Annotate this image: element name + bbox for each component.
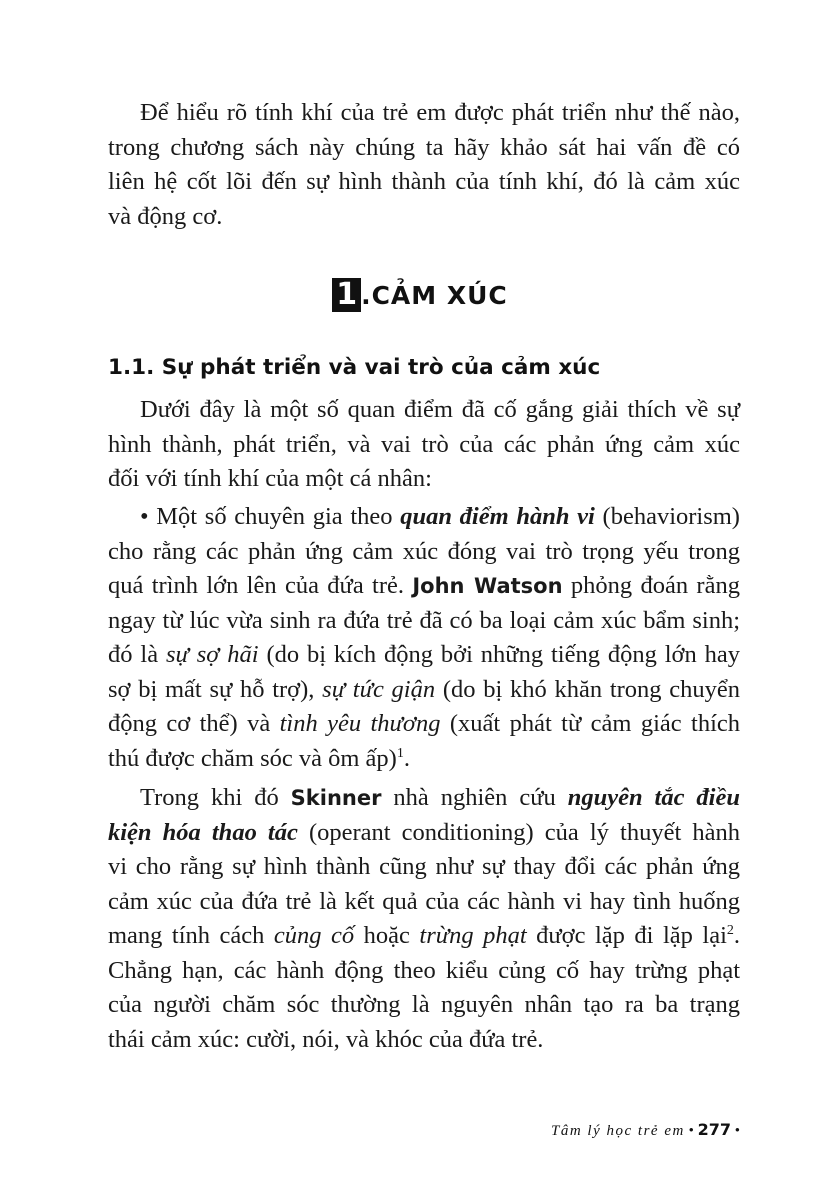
emphasis-term: quan điểm hành vi — [400, 503, 595, 530]
person-name: John Watson — [412, 574, 563, 598]
text-line: cảm xúc của đứa trẻ là kết quả của các hành vi hay tình huống — [108, 887, 740, 915]
text-run: Trong khi đó — [140, 784, 291, 811]
italic-term: trừng phạt — [419, 922, 527, 949]
text-line — [108, 673, 740, 708]
text-run: (behaviorism) — [594, 503, 740, 530]
text-run: mang tính cách — [108, 922, 274, 949]
paragraph-1 — [108, 393, 740, 497]
text-line — [108, 569, 740, 604]
text-line — [108, 707, 740, 742]
bullet-paragraph — [108, 500, 740, 776]
intro-paragraph — [108, 96, 740, 234]
subsection-heading: 1.1. Sự phát triển và vai trò của cảm xúc — [108, 355, 601, 380]
text-line: Chẳng hạn, các hành động theo kiểu củng cố hay trừng phạt — [108, 956, 740, 984]
running-title: Tâm lý học trẻ em — [551, 1123, 685, 1139]
intro-line: Để hiểu rõ tính khí của trẻ em được phát triển như thế nào, — [140, 99, 740, 126]
text-line — [108, 816, 740, 851]
section-title-dot: . — [361, 280, 372, 310]
text-line — [108, 500, 740, 535]
section-number: 1 — [332, 278, 361, 312]
intro-line: và động cơ. — [108, 202, 223, 230]
emphasis-term: kiện hóa thao tác — [108, 818, 298, 846]
text-run: nhà nghiên cứu — [381, 784, 568, 811]
text-run: hoặc — [354, 922, 420, 949]
page-number: 277 — [697, 1120, 731, 1139]
italic-term: sự sợ hãi — [165, 641, 259, 668]
text-line: hình thành, phát triển, và vai trò của các phản ứng cảm xúc — [108, 430, 740, 458]
footer-bullet: • — [734, 1123, 740, 1139]
text-line: của người chăm sóc thường là nguyên nhân tạo ra ba trạng — [108, 991, 740, 1018]
text-run: quá trình lớn lên của đứa trẻ. — [108, 572, 413, 599]
footnote-ref: 1 — [396, 745, 404, 761]
paragraph-3 — [108, 781, 740, 1057]
footnote-ref: 2 — [726, 922, 734, 938]
text-line: ngay từ lúc vừa sinh ra đứa trẻ đã có ba loại cảm xúc bẩm sinh; — [108, 606, 740, 634]
page-footer — [551, 1120, 740, 1140]
text-run: động cơ thể) và — [108, 710, 280, 737]
text-line: cho rằng các phản ứng cảm xúc đóng vai trò trọng yếu trong — [108, 537, 740, 565]
italic-term: sự tức giận — [322, 675, 436, 703]
person-name: Skinner — [290, 786, 382, 810]
text-run: đó là — [108, 641, 166, 668]
text-run: • Một số chuyên gia theo — [140, 503, 401, 530]
text-run: (do bị khó khăn trong chuyển — [435, 675, 741, 703]
emphasis-term: nguyên tắc điều — [567, 784, 740, 811]
text-run: sợ bị mất sự hỗ trợ), — [108, 675, 323, 703]
footer-bullet: • — [688, 1123, 694, 1139]
text-line: vi cho rằng sự hình thành cũng như sự thay đổi các phản ứng — [108, 853, 740, 880]
intro-line: liên hệ cốt lõi đến sự hình thành của tính khí, đó là cảm xúc — [108, 168, 740, 195]
intro-line: trong chương sách này chúng ta hãy khảo sát hai vấn đề có — [108, 133, 740, 161]
text-line — [108, 742, 740, 777]
text-run: . — [733, 922, 741, 949]
text-line: đối với tính khí của một cá nhân: — [108, 465, 432, 492]
text-line: Dưới đây là một số quan điểm đã cố gắng giải thích về sự — [140, 396, 740, 423]
text-run: (do bị kích động bởi những tiếng động lớn hay — [258, 641, 740, 668]
section-heading — [0, 278, 840, 312]
text-line — [108, 919, 740, 954]
italic-term: tình yêu thương — [279, 710, 441, 737]
text-line: thái cảm xúc: cười, nói, và khóc của đứa trẻ. — [108, 1025, 544, 1053]
text-run: (xuất phát từ cảm giác thích — [440, 710, 741, 737]
text-run: thú được chăm sóc và ôm ấp) — [108, 744, 397, 772]
section-title: CẢM XÚC — [371, 280, 508, 310]
text-run: (operant conditioning) của lý thuyết hành — [297, 818, 740, 846]
text-line — [108, 638, 740, 673]
italic-term: củng cố — [273, 922, 355, 949]
text-run: được lặp đi lặp lại — [526, 922, 727, 949]
text-run: phỏng đoán rằng — [562, 572, 740, 599]
text-line — [108, 781, 740, 816]
text-run: . — [403, 744, 410, 772]
